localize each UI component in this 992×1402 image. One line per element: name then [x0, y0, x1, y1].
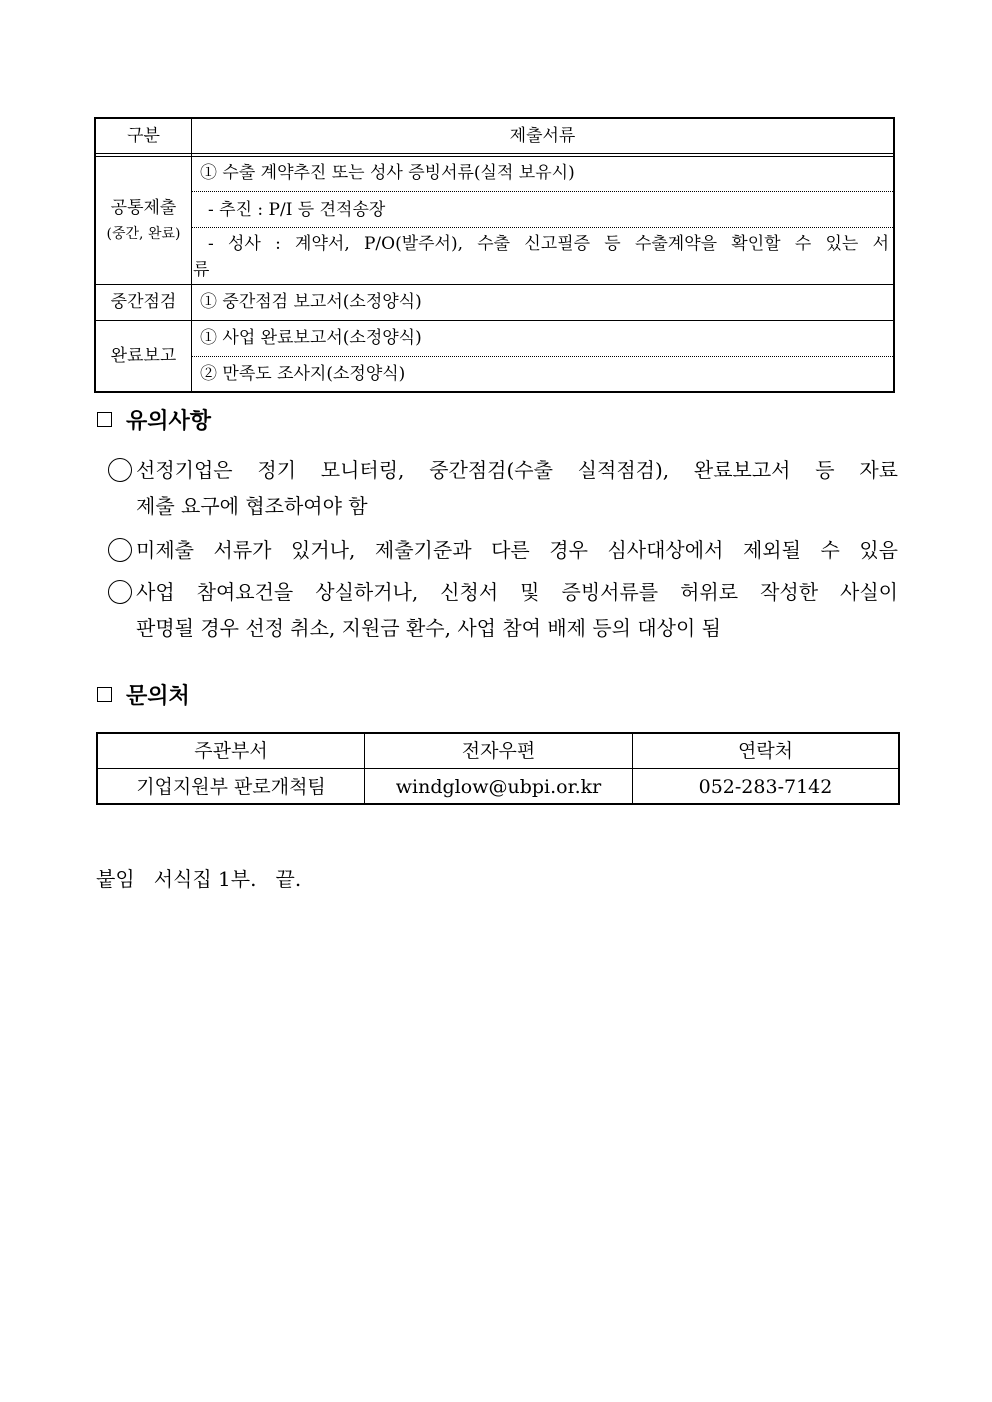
midterm-label: 중간점검: [110, 292, 177, 312]
contact-department: 기업지원부 판로개척팀: [136, 776, 326, 798]
completion-label: 완료보고: [110, 346, 177, 366]
common-label: 공통제출: [110, 198, 177, 218]
contact-table: [96, 732, 900, 805]
circle-bullet-icon: [108, 538, 132, 562]
row-divider: [96, 320, 893, 321]
notes-heading: [97, 408, 211, 436]
header-documents: 제출서류: [509, 126, 576, 146]
common-item-3: - 성사 : 계약서, P/O(발주서), 수출 신고필증 등 수출계약을 확인할 수 있는 서: [208, 234, 889, 254]
header-category: 구분: [127, 126, 160, 146]
contact-heading: [97, 683, 190, 711]
common-item-2: - 추진 : P/I 등 견적송장: [208, 200, 386, 220]
common-item-1: ① 수출 계약추진 또는 성사 증빙서류(실적 보유시): [200, 163, 575, 183]
circle-bullet-icon: [108, 458, 132, 482]
column-divider: [191, 119, 192, 391]
contact-phone: 052-283-7142: [698, 776, 833, 798]
attachment-note: 붙임 서식집 1부. 끝.: [96, 867, 302, 891]
common-item-3-cont: 류: [193, 260, 210, 280]
contact-title: 문의처: [126, 684, 190, 709]
dotted-divider: [192, 356, 893, 357]
note-item-3: 사업 참여요건을 상실하거나, 신청서 및 증빙서류를 허위로 작성한 사실이 판명될 경우 선정 취소, 지원금 환수, 사업 참여 배제 등의 대상이 됨: [108, 579, 898, 641]
completion-item-2: ② 만족도 조사지(소정양식): [200, 364, 406, 384]
header-email: 전자우편: [461, 740, 536, 762]
row-divider: [96, 284, 893, 285]
notes-title: 유의사항: [126, 409, 212, 434]
checkbox-icon: [97, 687, 112, 702]
header-divider: [96, 153, 893, 157]
contact-email-link[interactable]: windglow@ubpi.or.kr: [395, 776, 602, 798]
note-item-2: 미제출 서류가 있거나, 제출기준과 다른 경우 심사대상에서 제외될 수 있음: [108, 537, 898, 563]
header-phone: 연락처: [737, 740, 794, 762]
circle-bullet-icon: [108, 580, 132, 604]
header-divider: [98, 768, 898, 769]
checkbox-icon: [97, 412, 112, 427]
documents-table: [94, 117, 895, 393]
dotted-divider: [192, 227, 893, 228]
header-department: 주관부서: [194, 740, 268, 762]
midterm-item-1: ① 중간점검 보고서(소정양식): [200, 292, 422, 312]
completion-item-1: ① 사업 완료보고서(소정양식): [200, 328, 422, 348]
common-sublabel: (중간, 완료): [106, 226, 181, 242]
dotted-divider: [192, 191, 893, 192]
note-item-1: 선정기업은 정기 모니터링, 중간점검(수출 실적점검), 완료보고서 등 자료 제출 요구에 협조하여야 함: [108, 457, 898, 519]
